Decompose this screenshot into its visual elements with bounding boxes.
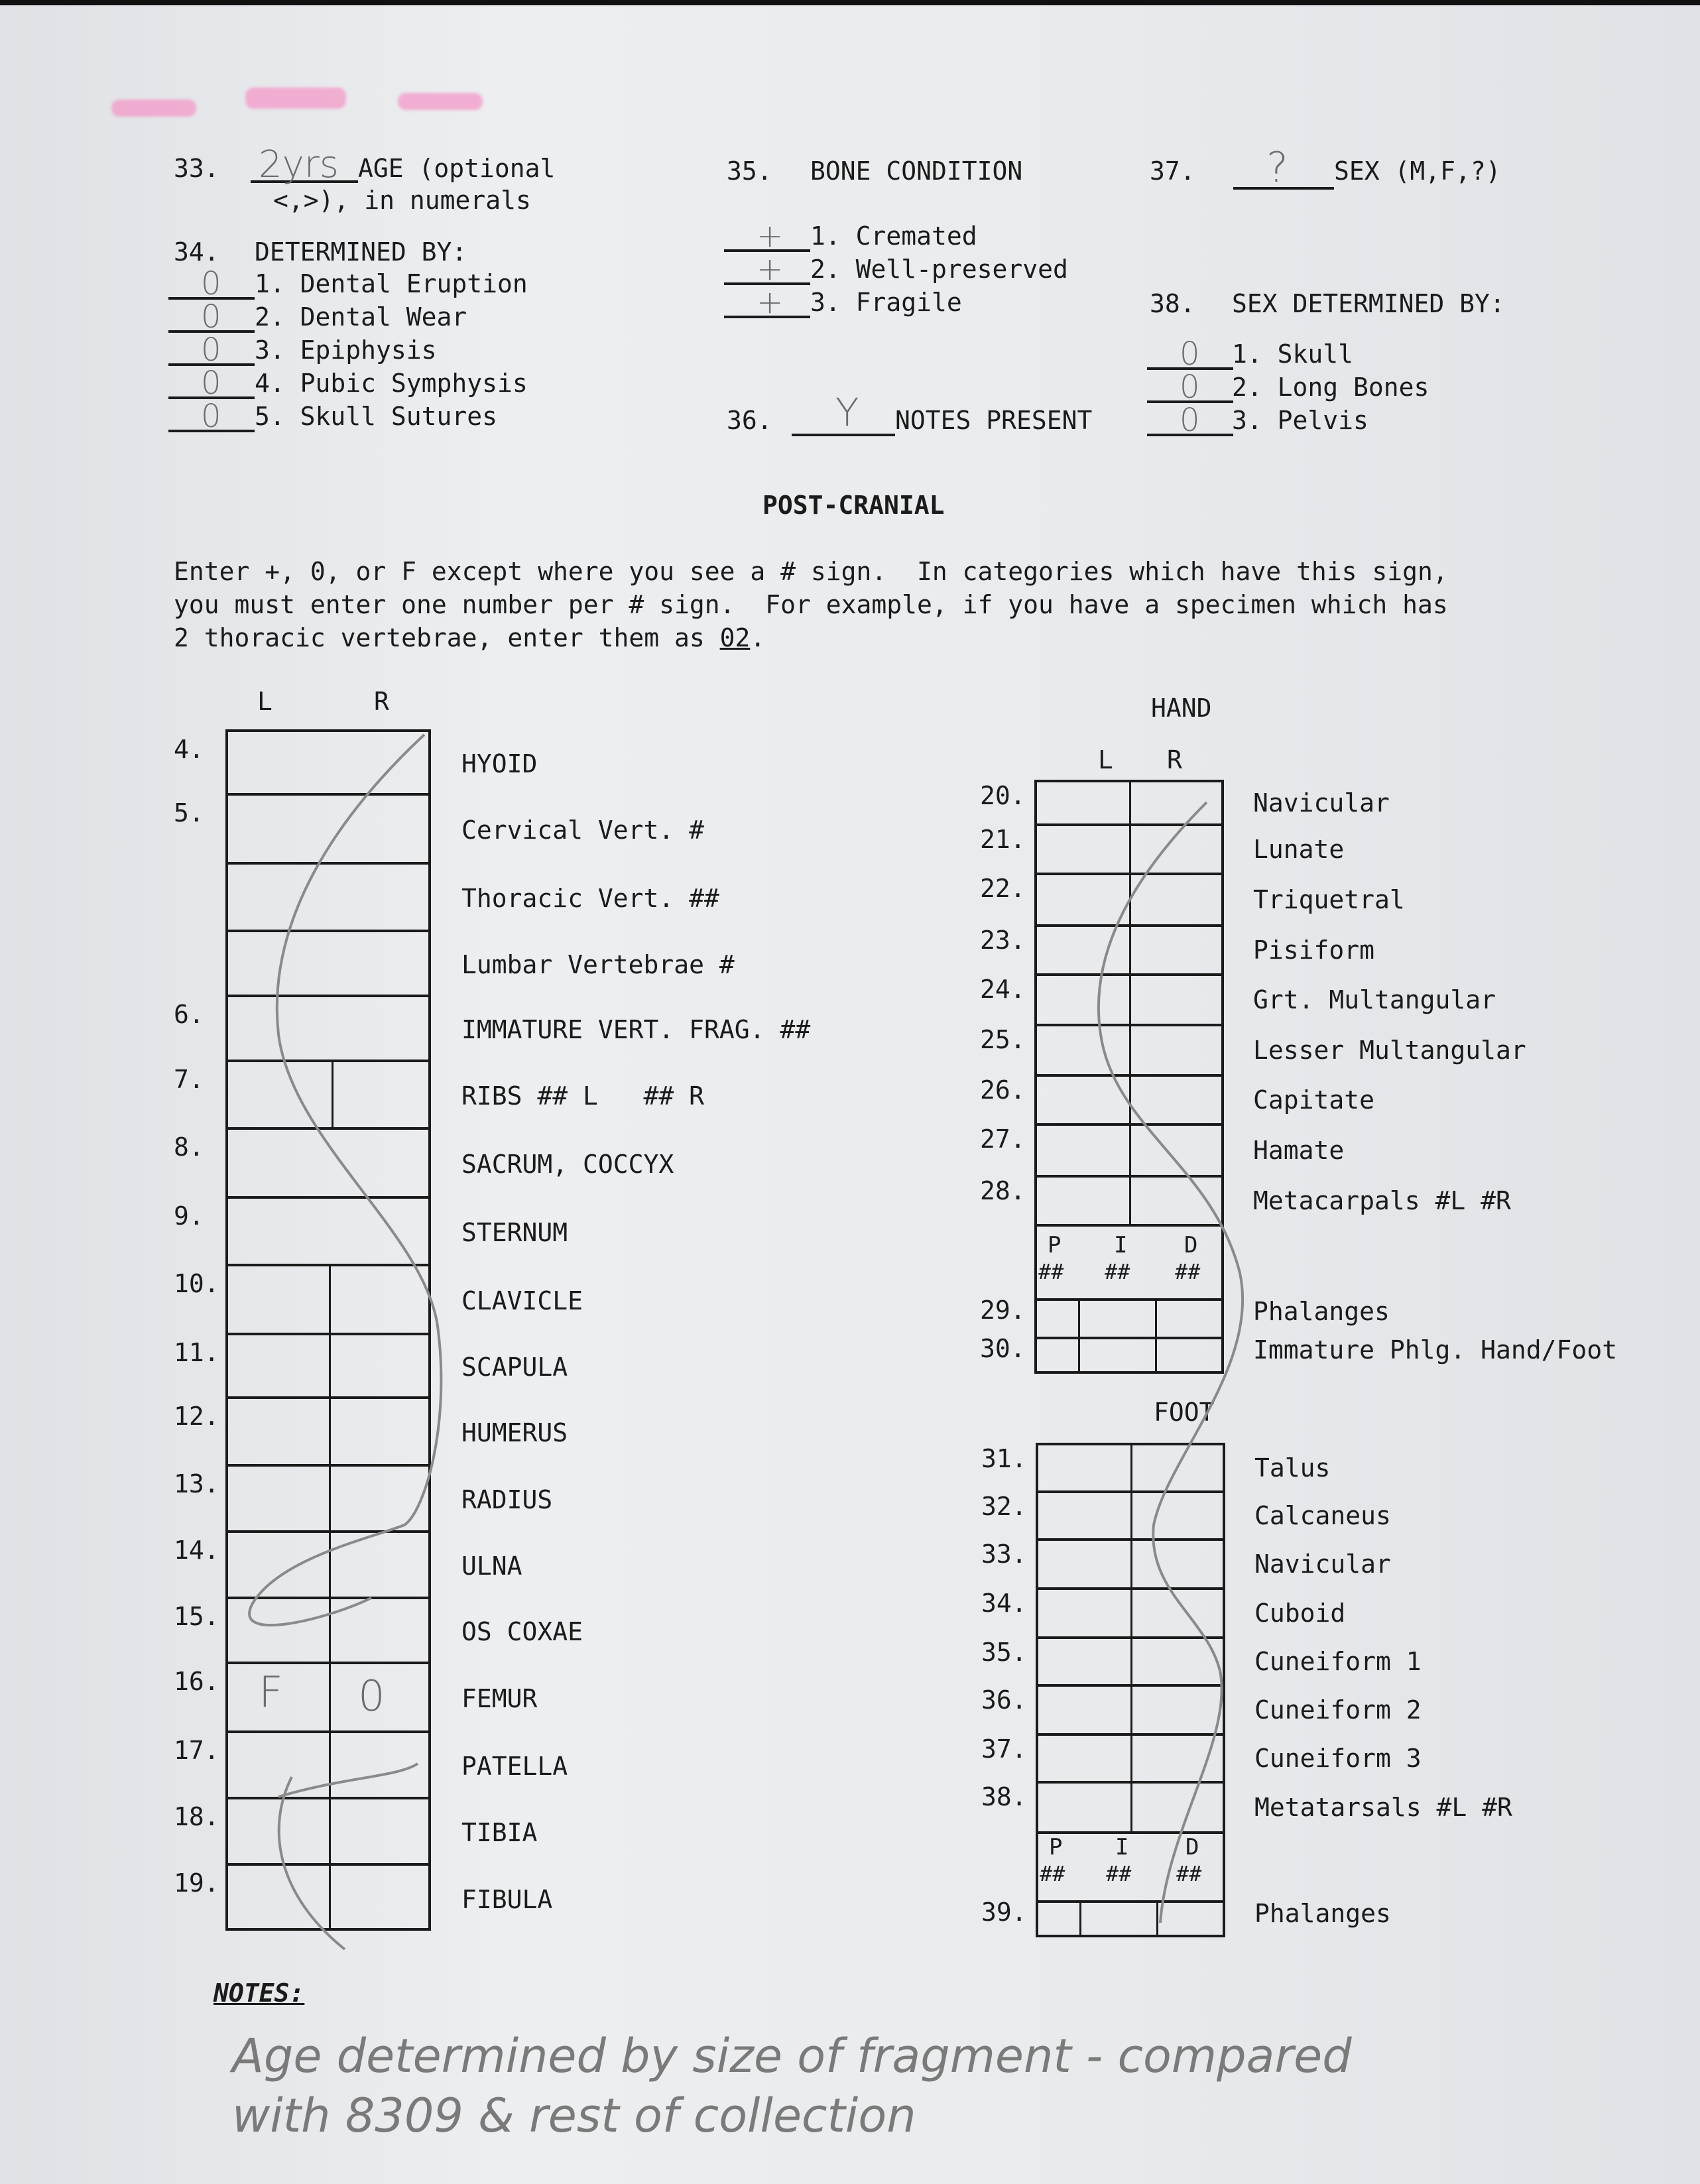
- left-cell[interactable]: [1037, 1024, 1126, 1071]
- bone-label: Navicular: [1253, 788, 1390, 818]
- sex-field[interactable]: ?: [1266, 143, 1288, 192]
- grid-row-line: [228, 1797, 428, 1799]
- row-number: 34.: [981, 1589, 1027, 1618]
- notes-label: NOTES:: [213, 1978, 305, 2008]
- row-number: 28.: [980, 1176, 1026, 1205]
- row-number: 35.: [981, 1638, 1027, 1667]
- row-number: 39.: [981, 1898, 1027, 1927]
- pid-hash-p: ##: [1038, 1259, 1064, 1284]
- row-number: 22.: [980, 874, 1026, 903]
- grid-row-line: [228, 1464, 428, 1467]
- right-cell[interactable]: [1129, 873, 1219, 922]
- row-number: 16.: [174, 1667, 219, 1696]
- bone-label: CLAVICLE: [461, 1286, 583, 1315]
- bone-label: Cervical Vert. #: [461, 816, 705, 845]
- row-number: 33.: [981, 1540, 1027, 1569]
- row-number: 24.: [980, 975, 1026, 1004]
- right-cell[interactable]: [1130, 1443, 1220, 1488]
- hand-col-l: L: [1098, 745, 1113, 774]
- item-33-number: 33.: [174, 154, 219, 183]
- pid-header-i: I: [1115, 1834, 1129, 1860]
- instructions-line-3-text: 2 thoracic vertebrae, enter them as: [174, 623, 720, 652]
- bone-condition-option-field[interactable]: +: [757, 217, 784, 255]
- sex-method-option-field[interactable]: 0: [1180, 402, 1200, 439]
- age-label: AGE (optional: [358, 154, 556, 183]
- left-cell[interactable]: [1038, 1733, 1128, 1778]
- bone-label: Phalanges: [1253, 1297, 1390, 1326]
- grid-col-line: [1155, 1298, 1157, 1374]
- grid-col-line: [329, 1464, 331, 1530]
- bone-label: Metacarpals #L #R: [1253, 1186, 1511, 1215]
- grid-row-line: [1037, 1337, 1221, 1339]
- right-cell[interactable]: [1129, 1123, 1219, 1172]
- instructions-line-1: Enter +, 0, or F except where you see a # sign. In categories which have this sign,: [174, 557, 1448, 586]
- left-cell[interactable]: [1037, 823, 1126, 870]
- bone-label: Cuneiform 2: [1254, 1695, 1422, 1725]
- right-cell[interactable]: [1129, 780, 1219, 821]
- right-cell[interactable]: [1129, 924, 1219, 971]
- right-cell[interactable]: [1129, 1074, 1219, 1121]
- row-number: 10.: [174, 1269, 219, 1298]
- right-cell[interactable]: [1130, 1733, 1220, 1778]
- grid-row-line: [228, 793, 428, 796]
- bone-label: IMMATURE VERT. FRAG. ##: [461, 1015, 811, 1044]
- sex-method-option-label: 1. Skull: [1232, 339, 1354, 369]
- row-number: 11.: [174, 1338, 219, 1367]
- age-method-option-field[interactable]: 0: [201, 332, 221, 369]
- sex-determined-by-label: SEX DETERMINED BY:: [1232, 289, 1505, 318]
- grid-col-line: [329, 1863, 331, 1931]
- row-number: 20.: [980, 781, 1026, 810]
- bone-label: Talus: [1254, 1453, 1331, 1483]
- example-end: .: [750, 623, 766, 652]
- bone-label: PATELLA: [461, 1752, 568, 1781]
- bone-label: Cuboid: [1254, 1599, 1346, 1628]
- grid-col-line: [1078, 1298, 1080, 1374]
- grid-col-line: [329, 1797, 331, 1863]
- notes-line-2[interactable]: with 8309 & rest of collection: [232, 2089, 916, 2143]
- row-number: 17.: [174, 1736, 219, 1765]
- grid-col-line: [329, 1264, 331, 1333]
- right-cell[interactable]: [1129, 1024, 1219, 1071]
- item-34-number: 34.: [174, 237, 219, 267]
- bone-label: Thoracic Vert. ##: [461, 884, 719, 913]
- foot-title: FOOT: [1154, 1398, 1215, 1427]
- row-number: 32.: [981, 1492, 1027, 1521]
- left-cell[interactable]: [1037, 1175, 1126, 1221]
- grid-col-line: [329, 1530, 331, 1597]
- pid-hash-i: ##: [1105, 1259, 1130, 1284]
- row-number: 30.: [980, 1334, 1026, 1363]
- grid-col-line: [329, 1730, 331, 1797]
- bone-label: HUMERUS: [461, 1418, 568, 1447]
- bone-label: RIBS ## L ## R: [461, 1081, 705, 1111]
- bone-label: Navicular: [1254, 1549, 1391, 1579]
- grid-row-line: [228, 1127, 428, 1130]
- age-method-option-label: 2. Dental Wear: [255, 302, 467, 332]
- row-number: 13.: [174, 1469, 219, 1498]
- grid-col-line: [1156, 1900, 1158, 1937]
- age-method-option-label: 4. Pubic Symphysis: [255, 369, 528, 398]
- bone-condition-option-label: 3. Fragile: [810, 288, 962, 317]
- grid-row-line: [228, 1060, 428, 1062]
- hand-col-r: R: [1167, 745, 1182, 774]
- pid-hash-d: ##: [1175, 1259, 1201, 1284]
- left-cell[interactable]: [1037, 924, 1126, 971]
- pid-header-p: P: [1049, 1834, 1063, 1860]
- left-table-col-l: L: [257, 687, 273, 716]
- grid-row-line: [228, 1730, 428, 1733]
- highlighter-mark: [398, 93, 483, 110]
- sex-label: SEX (M,F,?): [1334, 156, 1501, 186]
- bone-label: HYOID: [461, 749, 538, 778]
- row-number: 5.: [174, 798, 204, 827]
- row-number: 8.: [174, 1132, 204, 1162]
- row-number: 19.: [174, 1868, 219, 1898]
- grid-col-line: [329, 1597, 331, 1662]
- age-method-option-label: 3. Epiphysis: [255, 335, 437, 365]
- grid-row-line: [228, 862, 428, 865]
- bone-label: Grt. Multangular: [1253, 985, 1496, 1014]
- item-38-number: 38.: [1150, 289, 1195, 318]
- right-cell[interactable]: [1130, 1781, 1220, 1829]
- notes-present-field[interactable]: Y: [835, 390, 859, 435]
- bone-condition-option-field[interactable]: +: [757, 251, 784, 288]
- pid-hash-i: ##: [1106, 1861, 1132, 1886]
- bone-label: Capitate: [1253, 1085, 1375, 1115]
- row-number: 36.: [981, 1685, 1027, 1715]
- bone-label: Lumbar Vertebrae #: [461, 950, 735, 979]
- pid-header-p: P: [1048, 1232, 1062, 1258]
- grid-row-line: [228, 930, 428, 932]
- scan-edge: [0, 0, 1700, 5]
- bone-label: TIBIA: [461, 1818, 538, 1847]
- bone-label: Cuneiform 1: [1254, 1647, 1422, 1676]
- grid-col-line: [329, 1333, 331, 1396]
- bone-label: Immature Phlg. Hand/Foot: [1253, 1335, 1618, 1365]
- row-number: 37.: [981, 1734, 1027, 1764]
- instructions-line-2: you must enter one number per # sign. For example, if you have a specimen which has: [174, 590, 1448, 619]
- grid-row-line: [228, 1396, 428, 1399]
- instructions-line-3: [174, 623, 765, 652]
- left-cell[interactable]: [1038, 1490, 1128, 1536]
- bone-label: FIBULA: [461, 1885, 553, 1914]
- bone-label: Lunate: [1253, 835, 1345, 864]
- left-cell[interactable]: [1038, 1443, 1128, 1488]
- pid-hash-d: ##: [1176, 1861, 1202, 1886]
- bone-condition-option-label: 1. Cremated: [810, 221, 977, 251]
- grid-row-line: [228, 1264, 428, 1266]
- bone-label: Lesser Multangular: [1253, 1036, 1526, 1065]
- left-cell[interactable]: [1038, 1781, 1128, 1829]
- grid-row-line: [1037, 1298, 1221, 1301]
- item-36-number: 36.: [727, 406, 772, 435]
- bone-label: Hamate: [1253, 1136, 1345, 1165]
- age-method-option-label: 1. Dental Eruption: [255, 269, 528, 298]
- grid-col-line: [329, 1396, 331, 1464]
- pid-hash-p: ##: [1040, 1861, 1065, 1886]
- row-number: 29.: [980, 1296, 1026, 1325]
- row-number: 18.: [174, 1802, 219, 1831]
- bone-label: Calcaneus: [1254, 1501, 1391, 1530]
- sex-method-option-field[interactable]: 0: [1180, 369, 1200, 406]
- pid-header-i: I: [1114, 1232, 1128, 1258]
- left-cell[interactable]: [1038, 1587, 1128, 1634]
- bone-label: SCAPULA: [461, 1353, 568, 1382]
- row-number: 9.: [174, 1201, 204, 1231]
- highlighter-mark: [245, 88, 346, 109]
- grid-row-line: [228, 1662, 428, 1664]
- grid-row-line: [228, 1333, 428, 1335]
- age-method-option-field[interactable]: 0: [201, 398, 221, 435]
- row-number: 14.: [174, 1536, 219, 1565]
- bone-label: STERNUM: [461, 1218, 568, 1247]
- bone-condition-label: BONE CONDITION: [810, 156, 1023, 186]
- row-number: 21.: [980, 825, 1026, 854]
- notes-present-label: NOTES PRESENT: [895, 406, 1093, 435]
- row-number: 15.: [174, 1602, 219, 1631]
- grid-col-line: [1079, 1900, 1081, 1937]
- right-cell[interactable]: 0: [358, 1672, 385, 1721]
- example-value: 02: [719, 623, 751, 652]
- row-number: 25.: [980, 1025, 1026, 1054]
- left-cell[interactable]: [1038, 1684, 1128, 1730]
- bone-label: RADIUS: [461, 1485, 553, 1514]
- age-field[interactable]: 2yrs: [259, 143, 339, 186]
- right-cell[interactable]: [1130, 1538, 1220, 1585]
- age-method-option-label: 5. Skull Sutures: [255, 402, 498, 431]
- sex-method-option-label: 2. Long Bones: [1232, 373, 1429, 402]
- age-method-option-field[interactable]: 0: [201, 365, 221, 402]
- age-label-2: <,>), in numerals: [273, 186, 531, 215]
- row-number: 38.: [981, 1782, 1027, 1811]
- sex-method-option-label: 3. Pelvis: [1232, 406, 1368, 435]
- notes-line-1[interactable]: Age determined by size of fragment - compared: [232, 2029, 1352, 2083]
- bone-condition-option-field[interactable]: +: [757, 284, 784, 321]
- row-number: 7.: [174, 1065, 204, 1094]
- pid-header-d: D: [1185, 1834, 1199, 1860]
- left-cell[interactable]: F: [259, 1668, 283, 1717]
- grid-row-line: [228, 995, 428, 997]
- right-cell[interactable]: [1130, 1490, 1220, 1536]
- left-table-col-r: R: [374, 687, 389, 716]
- bone-label: ULNA: [461, 1551, 522, 1581]
- grid-col-line: [332, 1060, 334, 1127]
- bone-label: Cuneiform 3: [1254, 1744, 1422, 1773]
- row-number: 27.: [980, 1124, 1026, 1154]
- hand-title: HAND: [1151, 694, 1212, 723]
- left-cell[interactable]: [1037, 973, 1126, 1021]
- bone-label: Triquetral: [1253, 885, 1405, 914]
- highlighter-mark: [111, 99, 196, 117]
- row-number: 6.: [174, 1000, 204, 1029]
- left-cell[interactable]: [1037, 1074, 1126, 1121]
- left-cell[interactable]: [1038, 1538, 1128, 1585]
- age-method-option-field[interactable]: 0: [201, 265, 221, 302]
- left-cell[interactable]: [1038, 1636, 1128, 1681]
- left-cell[interactable]: [1037, 780, 1126, 821]
- grid-row-line: [1038, 1900, 1223, 1903]
- bone-condition-option-label: 2. Well-preserved: [810, 255, 1068, 284]
- right-cell[interactable]: [1129, 973, 1219, 1021]
- item-37-number: 37.: [1150, 156, 1195, 186]
- right-cell[interactable]: [1130, 1684, 1220, 1730]
- right-cell[interactable]: [1130, 1587, 1220, 1634]
- pid-header-d: D: [1184, 1232, 1198, 1258]
- row-number: 12.: [174, 1402, 219, 1431]
- grid-row-line: [228, 1863, 428, 1866]
- left-cell[interactable]: [1037, 1123, 1126, 1172]
- row-number: 31.: [981, 1444, 1027, 1473]
- right-cell[interactable]: [1129, 823, 1219, 870]
- post-cranial-title: POST-CRANIAL: [762, 491, 945, 520]
- item-35-number: 35.: [727, 156, 772, 186]
- age-method-option-field[interactable]: 0: [201, 298, 221, 335]
- grid-col-line: [329, 1662, 331, 1730]
- left-cell[interactable]: [1037, 873, 1126, 922]
- determined-by-label: DETERMINED BY:: [255, 237, 467, 267]
- row-number: 4.: [174, 735, 204, 764]
- bone-label: Pisiform: [1253, 936, 1375, 965]
- right-cell[interactable]: [1129, 1175, 1219, 1221]
- row-number: 23.: [980, 926, 1026, 955]
- grid-row-line: [228, 1196, 428, 1199]
- bone-label: SACRUM, COCCYX: [461, 1150, 674, 1179]
- right-cell[interactable]: [1130, 1636, 1220, 1681]
- row-number: 26.: [980, 1075, 1026, 1105]
- grid-row-line: [228, 1597, 428, 1599]
- sex-method-option-field[interactable]: 0: [1180, 335, 1200, 373]
- bone-label: OS COXAE: [461, 1617, 583, 1646]
- grid-row-line: [228, 1530, 428, 1533]
- bone-label: FEMUR: [461, 1684, 538, 1713]
- bone-label: Metatarsals #L #R: [1254, 1793, 1512, 1822]
- bone-label: Phalanges: [1254, 1899, 1391, 1928]
- left-grid: [225, 729, 431, 1931]
